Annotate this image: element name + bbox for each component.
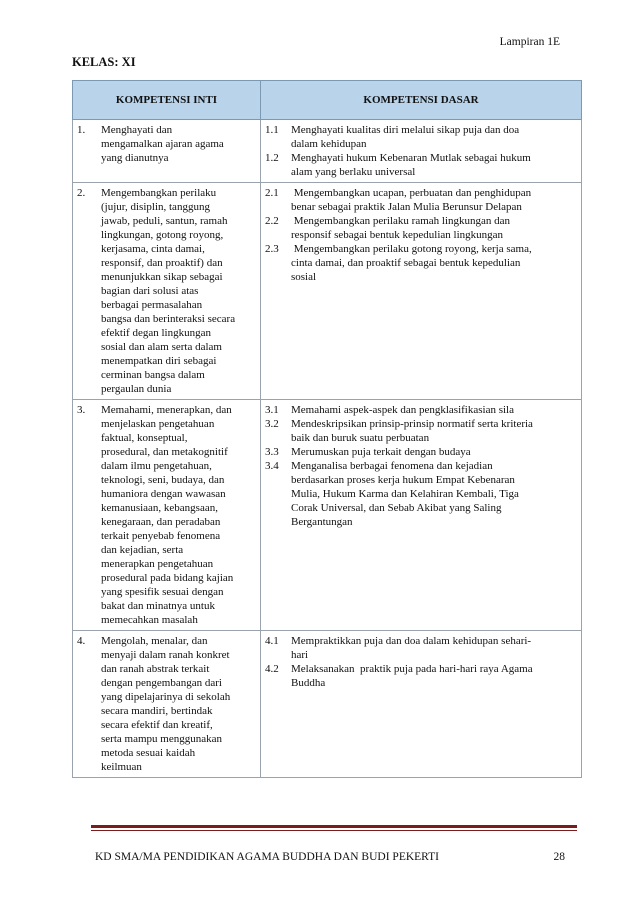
ki-text-line: sosial dan alam serta dalam [101, 341, 222, 353]
ki-number: 1. [77, 124, 86, 136]
kd-item [265, 123, 578, 151]
kd-number: 2.2 [265, 215, 279, 227]
kompetensi-table [72, 80, 582, 778]
ki-text-line: kenegaraan, dan peradaban [101, 516, 221, 528]
ki-text-line: menerapkan pengetahuan [101, 558, 214, 570]
table-row [73, 183, 582, 400]
kd-text-line: Menghayati kualitas diri melalui sikap puja dan doa [291, 124, 520, 136]
kd-number: 1.1 [265, 124, 279, 136]
lampiran-label: Lampiran 1E [499, 36, 560, 48]
kd-number: 3.2 [265, 418, 279, 430]
kd-text-line: Mendeskripsikan prinsip-prinsip normatif serta kriteria [291, 418, 533, 430]
kompetensi-dasar-cell [261, 631, 582, 778]
kd-text-line: Mempraktikkan puja dan doa dalam kehidupan sehari- [291, 635, 532, 647]
ki-text-line: Memahami, menerapkan, dan [101, 404, 232, 416]
header-kompetensi-inti: KOMPETENSI INTI [73, 81, 261, 120]
kompetensi-dasar-cell [261, 400, 582, 631]
kd-text-line: sosial [291, 271, 317, 283]
kd-item [265, 242, 578, 284]
ki-text-line: pergaulan dunia [101, 383, 172, 395]
ki-text-line: dan kejadian, serta [101, 544, 184, 556]
ki-text-line: yang dianutnya [101, 152, 169, 164]
kd-text-line: Merumuskan puja terkait dengan budaya [291, 446, 471, 458]
kd-item [265, 662, 578, 690]
kd-item [265, 151, 578, 179]
ki-text-line: menunjukkan sikap sebagai [101, 271, 223, 283]
ki-text-line: bagian dari solusi atas [101, 285, 199, 297]
header-kompetensi-dasar: KOMPETENSI DASAR [261, 81, 582, 120]
ki-text-line: memecahkan masalah [101, 614, 198, 626]
kd-text-line: Mengembangkan perilaku gotong royong, kerja sama, [291, 243, 532, 255]
ki-text-line: dengan pengembangan dari [101, 677, 222, 689]
kd-text-line: cinta damai, dan proaktif sebagai bentuk kepedulian [291, 257, 521, 269]
kd-number: 4.2 [265, 663, 279, 675]
kd-text-line: Mulia, Hukum Karma dan Kelahiran Kembali, Tiga [291, 488, 519, 500]
kompetensi-inti-cell [73, 120, 261, 183]
ki-number: 3. [77, 404, 86, 416]
kompetensi-dasar-cell [261, 183, 582, 400]
ki-text-line: terkait penyebab fenomena [101, 530, 221, 542]
table-header-row [73, 81, 582, 120]
kd-item [265, 445, 578, 459]
ki-text-line: lingkungan, gotong royong, [101, 229, 224, 241]
ki-text-line: faktual, konseptual, [101, 432, 188, 444]
ki-text-line: berbagai permasalahan [101, 299, 203, 311]
kd-text-line: Buddha [291, 677, 326, 689]
ki-text-line: prosedural, dan metakognitif [101, 446, 228, 458]
ki-text-line: Mengembangkan perilaku [101, 187, 217, 199]
kd-text-line: baik dan buruk suatu perbuatan [291, 432, 430, 444]
ki-text-line: secara mandiri, bertindak [101, 705, 213, 717]
footer-rule-thick [91, 825, 577, 828]
ki-text-line: Menghayati dan [101, 124, 173, 136]
kd-text-line: Bergantungan [291, 516, 353, 528]
ki-text-line: dan ranah abstrak terkait [101, 663, 210, 675]
kd-number: 3.1 [265, 404, 279, 416]
kd-number: 3.3 [265, 446, 279, 458]
ki-text-line: serta mampu menggunakan [101, 733, 222, 745]
kompetensi-inti-cell [73, 631, 261, 778]
kd-item [265, 417, 578, 445]
kompetensi-inti-cell [73, 400, 261, 631]
ki-text-line: bangsa dan berinteraksi secara [101, 313, 236, 325]
kompetensi-dasar-cell [261, 120, 582, 183]
kd-item [265, 214, 578, 242]
kd-text-line: dalam kehidupan [291, 138, 367, 150]
kd-text-line: benar sebagai praktik Jalan Mulia Berunsur Delapan [291, 201, 522, 213]
ki-text-line: kemanusiaan, kebangsaan, [101, 502, 218, 514]
kd-text-line: Memahami aspek-aspek dan pengklasifikasian sila [291, 404, 514, 416]
ki-text-line: keilmuan [101, 761, 142, 773]
page-number: 28 [553, 851, 565, 863]
ki-text-line: menyaji dalam ranah konkret [101, 649, 230, 661]
table-row [73, 631, 582, 778]
ki-text-line: yang dipelajarinya di sekolah [101, 691, 231, 703]
kd-number: 3.4 [265, 460, 279, 472]
ki-text-line: dalam ilmu pengetahuan, [101, 460, 212, 472]
kd-number: 1.2 [265, 152, 279, 164]
footer-title: KD SMA/MA PENDIDIKAN AGAMA BUDDHA DAN BUDI PEKERTI [95, 851, 440, 863]
ki-text-line: prosedural pada bidang kajian [101, 572, 234, 584]
ki-text-line: jawab, peduli, santun, ramah [101, 215, 228, 227]
ki-text-line: metoda sesuai kaidah [101, 747, 196, 759]
ki-text-line: menempatkan diri sebagai [101, 355, 217, 367]
ki-number: 2. [77, 187, 86, 199]
ki-text-line: cerminan bangsa dalam [101, 369, 205, 381]
ki-text-line: responsif, dan proaktif) dan [101, 257, 223, 269]
ki-text-line: mengamalkan ajaran agama [101, 138, 224, 150]
kd-text-line: Corak Universal, dan Sebab Akibat yang Saling [291, 502, 502, 514]
ki-text-line: menjelaskan pengetahuan [101, 418, 215, 430]
kd-text-line: Mengembangkan ucapan, perbuatan dan penghidupan [291, 187, 532, 199]
kd-number: 2.1 [265, 187, 279, 199]
ki-text-line: kerjasama, cinta damai, [101, 243, 205, 255]
kd-text-line: Melaksanakan praktik puja pada hari-hari raya Agama [291, 663, 533, 675]
ki-number: 4. [77, 635, 86, 647]
kompetensi-inti-cell [73, 183, 261, 400]
footer [95, 851, 565, 863]
ki-text-line: yang spesifik sesuai dengan [101, 586, 224, 598]
footer-rule-thin [91, 830, 577, 831]
kd-text-line: responsif sebagai bentuk kepedulian lingkungan [291, 229, 504, 241]
ki-text-line: bakat dan minatnya untuk [101, 600, 215, 612]
table-row [73, 120, 582, 183]
kd-text-line: Menganalisa berbagai fenomena dan kejadian [291, 460, 493, 472]
kd-text-line: berdasarkan proses kerja hukum Empat Kebenaran [291, 474, 515, 486]
kd-number: 2.3 [265, 243, 279, 255]
kd-item [265, 634, 578, 662]
kd-number: 4.1 [265, 635, 279, 647]
kelas-heading: KELAS: XI [72, 55, 136, 69]
ki-text-line: Mengolah, menalar, dan [101, 635, 208, 647]
kd-item [265, 459, 578, 529]
kd-item [265, 403, 578, 417]
kd-text-line: Mengembangkan perilaku ramah lingkungan dan [291, 215, 511, 227]
kd-text-line: hari [291, 649, 309, 661]
ki-text-line: teknologi, seni, budaya, dan [101, 474, 225, 486]
table-row [73, 400, 582, 631]
ki-text-line: efektif degan lingkungan [101, 327, 211, 339]
kd-item [265, 186, 578, 214]
ki-text-line: secara efektif dan kreatif, [101, 719, 213, 731]
kd-text-line: Menghayati hukum Kebenaran Mutlak sebagai hukum [291, 152, 531, 164]
ki-text-line: (jujur, disiplin, tanggung [101, 201, 210, 213]
kd-text-line: alam yang berlaku universal [291, 166, 416, 178]
ki-text-line: humaniora dengan wawasan [101, 488, 226, 500]
